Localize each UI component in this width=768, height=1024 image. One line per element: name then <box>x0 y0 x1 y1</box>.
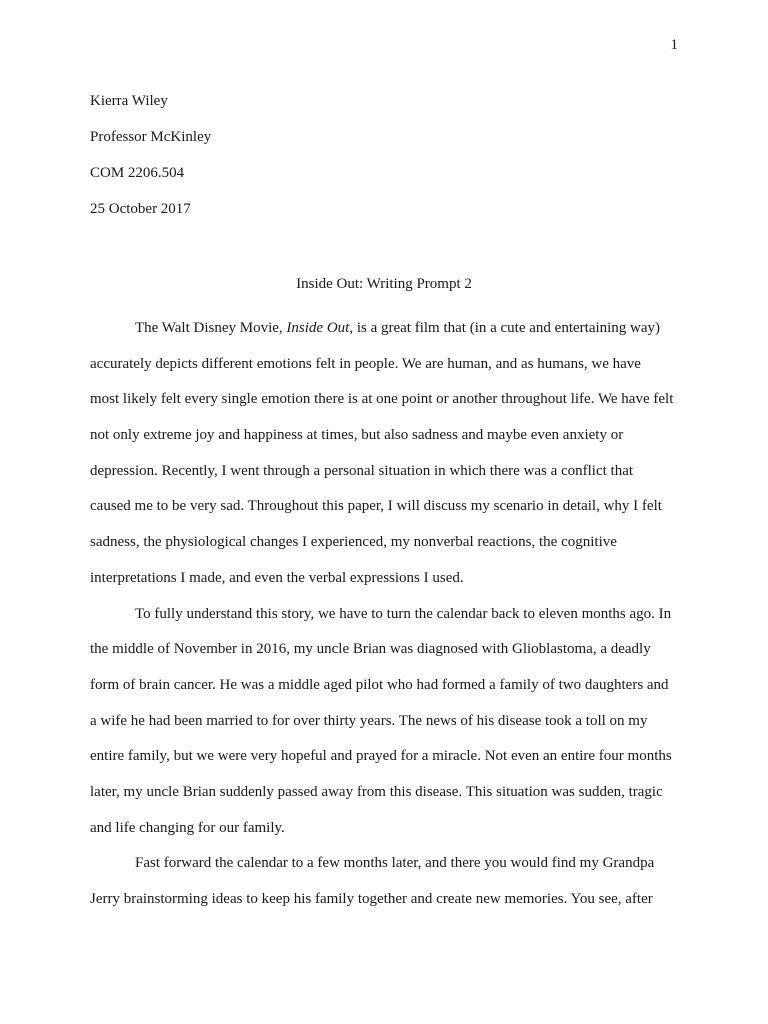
body-line: Jerry brainstorming ideas to keep his family together and create new memories. You see, after <box>90 891 653 907</box>
movie-title-italic: Inside Out <box>286 320 350 336</box>
body-line: and life changing for our family. <box>90 819 285 836</box>
body-line: entire family, but we were very hopeful and prayed for a miracle. Not even an entire four months <box>90 748 672 765</box>
author-name: Kierra Wiley <box>90 93 168 109</box>
body-line: a wife he had been married to for over thirty years. The news of his disease took a toll on my <box>90 712 648 729</box>
body-line: accurately depicts different emotions felt in people. We are human, and as humans, we have <box>90 355 641 372</box>
body-line: caused me to be very sad. Throughout this paper, I will discuss my scenario in detail, why I felt <box>90 498 662 515</box>
body-line <box>90 311 678 347</box>
document-date: 25 October 2017 <box>90 201 191 217</box>
body-line: not only extreme joy and happiness at times, but also sadness and maybe even anxiety or <box>90 427 624 444</box>
body-line: most likely felt every single emotion there is at one point or another throughout life. We have felt <box>90 391 674 408</box>
body-line: depression. Recently, I went through a personal situation in which there was a conflict that <box>90 462 634 479</box>
document-title: Inside Out: Writing Prompt 2 <box>296 276 472 292</box>
page-number: 1 <box>670 37 678 53</box>
body-line: Fast forward the calendar to a few months later, and there you would find my Grandpa <box>135 855 655 872</box>
body-line: form of brain cancer. He was a middle aged pilot who had formed a family of two daughters and <box>90 676 669 693</box>
document-body <box>90 311 678 918</box>
body-text: , is a great film that (in a cute and entertaining way) <box>349 320 661 336</box>
body-line: later, my uncle Brian suddenly passed away from this disease. This situation was sudden, tragic <box>90 783 663 800</box>
mla-heading <box>90 92 678 236</box>
body-line: interpretations I made, and even the verbal expressions I used. <box>90 569 464 586</box>
professor-name: Professor McKinley <box>90 129 212 145</box>
body-line: the middle of November in 2016, my uncle Brian was diagnosed with Glioblastoma, a deadly <box>90 641 651 658</box>
body-line: sadness, the physiological changes I experienced, my nonverbal reactions, the cognitive <box>90 534 617 551</box>
course-code: COM 2206.504 <box>90 165 185 181</box>
body-text: The Walt Disney Movie, <box>135 320 287 336</box>
body-line: To fully understand this story, we have to turn the calendar back to eleven months ago. In <box>135 605 672 622</box>
